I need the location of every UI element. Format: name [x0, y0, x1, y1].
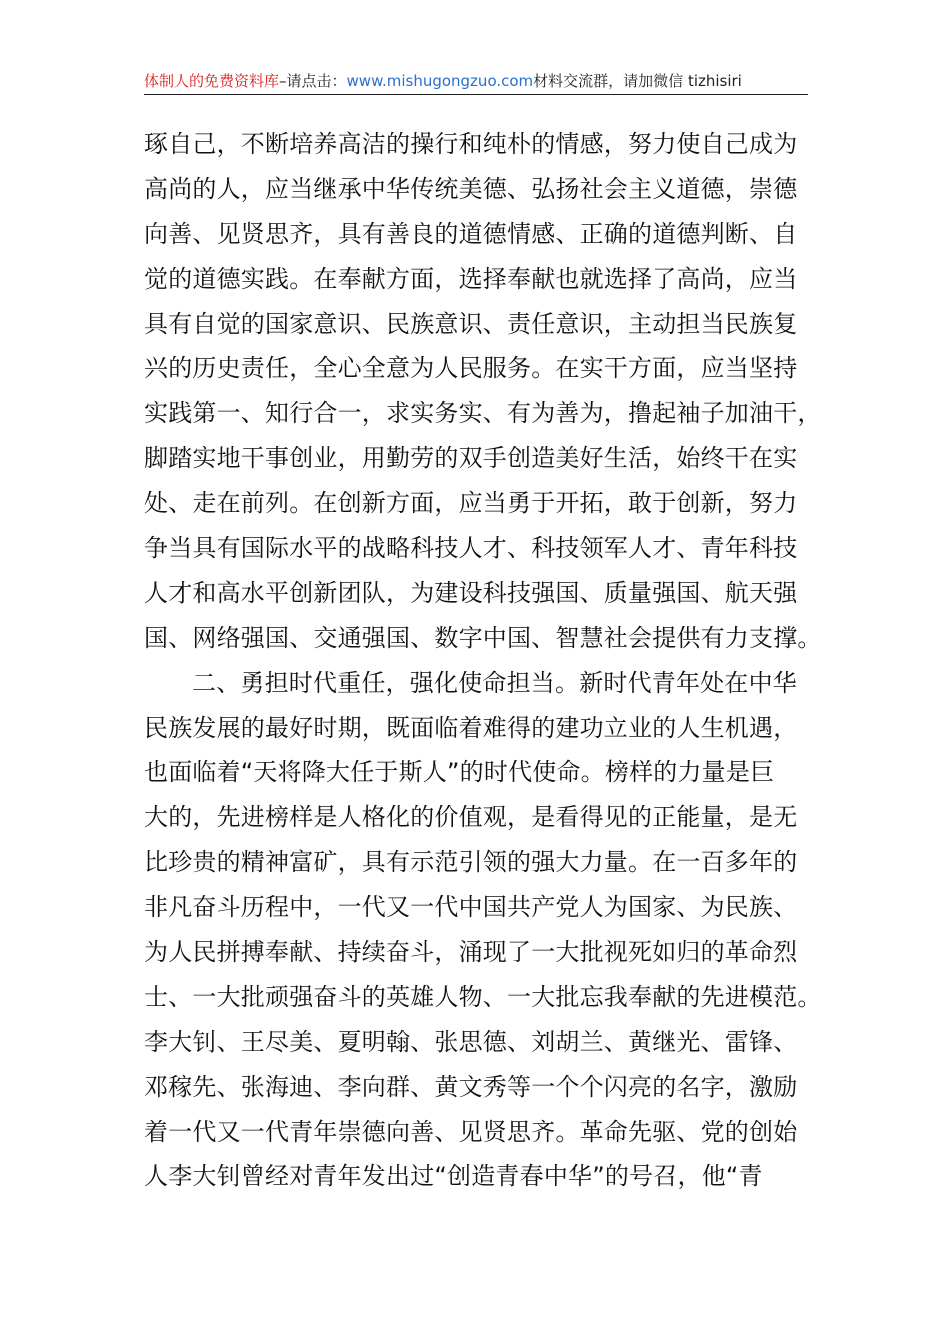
- text-line: 脚踏实地干事创业，用勤劳的双手创造美好生活，始终干在实: [144, 444, 798, 473]
- text-line: 琢自己，不断培养高洁的操行和纯朴的情感，努力使自己成为: [144, 130, 798, 158]
- header-url-link[interactable]: www.mishugongzuo.com: [346, 72, 534, 90]
- text-line: 邓稼先、张海迪、李向群、黄文秀等一个个闪亮的名字，激励: [144, 1072, 798, 1101]
- text-line: 兴的历史责任，全心全意为人民服务。在实干方面，应当坚持: [144, 354, 798, 383]
- document-header: [144, 70, 808, 95]
- text-line: 也面临着“天将降大任于斯人”的时代使命。榜样的力量是巨: [144, 758, 775, 787]
- text-line: 非凡奋斗历程中，一代又一代中国共产党人为国家、为民族、: [144, 893, 798, 922]
- text-line: 实践第一、知行合一，求实务实、有为善为，撸起袖子加油干，: [144, 399, 822, 428]
- text-line: 国、网络强国、交通强国、数字中国、智慧社会提供有力支撑。: [144, 623, 822, 652]
- text-line: 高尚的人，应当继承中华传统美德、弘扬社会主义道德，崇德: [144, 174, 798, 203]
- text-line: 具有自觉的国家意识、民族意识、责任意识，主动担当民族复: [144, 309, 798, 338]
- text-line: 李大钊、王尽美、夏明翰、张思德、刘胡兰、黄继光、雷锋、: [144, 1027, 798, 1056]
- document-body: [144, 122, 822, 1199]
- header-brand: 体制人的免费资料库: [144, 72, 280, 90]
- text-line: 争当具有国际水平的战略科技人才、科技领军人才、青年科技: [144, 534, 798, 563]
- text-line: 比珍贵的精神富矿，具有示范引领的强大力量。在一百多年的: [144, 848, 798, 877]
- text-line: 大的，先进榜样是人格化的价值观，是看得见的正能量，是无: [144, 803, 798, 832]
- text-line: 人李大钊曾经对青年发出过“创造青春中华”的号召，他“青: [144, 1162, 763, 1191]
- text-line: 民族发展的最好时期，既面临着难得的建功立业的人生机遇，: [144, 713, 798, 742]
- text-line: 士、一大批顽强奋斗的英雄人物、一大批忘我奉献的先进模范。: [144, 982, 822, 1011]
- header-contact: 材料交流群，请加微信 tizhisiri: [533, 72, 742, 90]
- text-line: 为人民拼搏奉献、持续奋斗，涌现了一大批视死如归的革命烈: [144, 938, 798, 967]
- text-line: 处、走在前列。在创新方面，应当勇于开拓，敢于创新，努力: [144, 489, 798, 518]
- text-line: 向善、见贤思齐，具有善良的道德情感、正确的道德判断、自: [144, 219, 798, 248]
- header-prompt: –请点击：: [279, 72, 347, 90]
- text-line: 人才和高水平创新团队，为建设科技强国、质量强国、航天强: [144, 578, 798, 607]
- text-line: 二、勇担时代重任，强化使命担当。新时代青年处在中华: [192, 668, 797, 697]
- text-line: 觉的道德实践。在奉献方面，选择奉献也就选择了高尚，应当: [144, 264, 798, 293]
- text-line: 着一代又一代青年崇德向善、见贤思齐。革命先驱、党的创始: [144, 1117, 798, 1146]
